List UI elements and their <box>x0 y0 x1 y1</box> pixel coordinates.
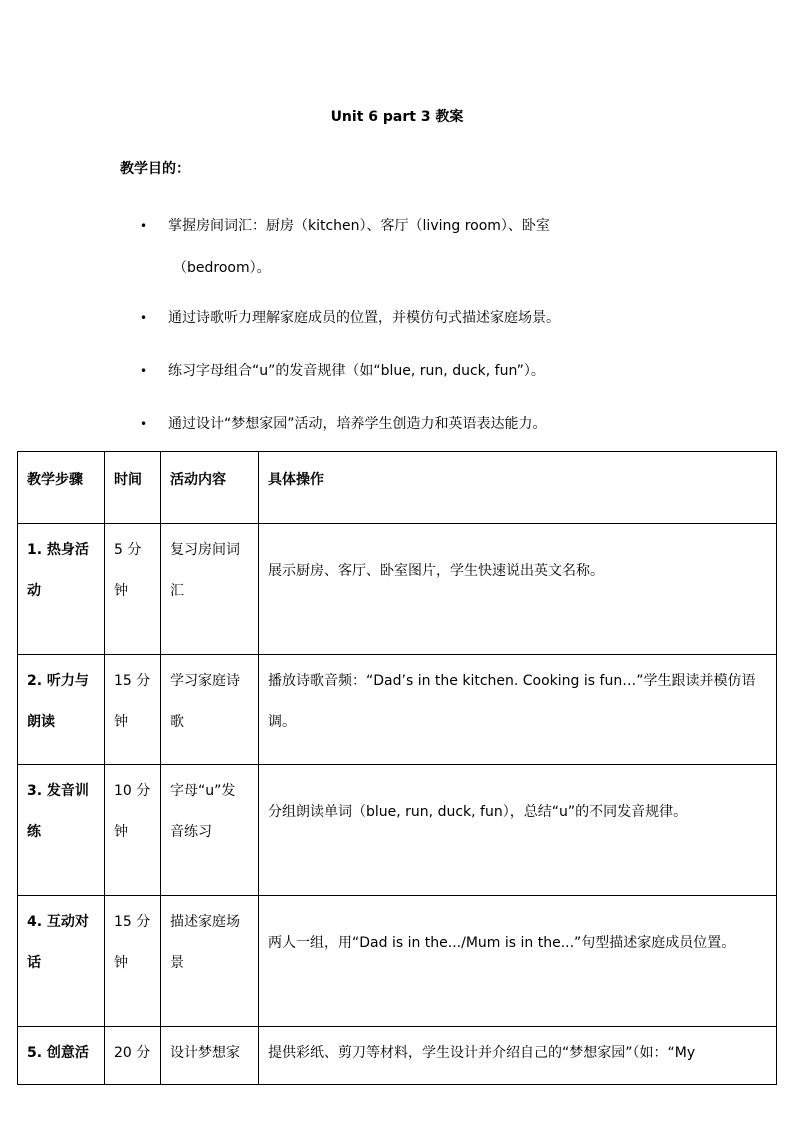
table-row <box>18 765 777 896</box>
cell-time: 15 分钟 <box>105 896 161 1027</box>
objective-item <box>140 403 770 445</box>
cell-activity: 学习家庭诗歌 <box>161 655 259 765</box>
cell-detail: 两人一组，用“Dad is in the.../Mum is in the...”句型描述家庭成员位置。 <box>259 896 777 1027</box>
objective-text: 通过诗歌听力理解家庭成员的位置，并模仿句式描述家庭场景。 <box>168 310 560 326</box>
cell-activity: 复习房间词汇 <box>161 524 259 655</box>
table-header-row <box>18 452 777 524</box>
cell-detail: 播放诗歌音频：“Dad’s in the kitchen. Cooking is fun…”学生跟读并模仿语调。 <box>259 655 777 765</box>
objective-item <box>140 350 770 392</box>
bullet-icon: • <box>140 364 148 378</box>
objective-text-continued: （bedroom）。 <box>173 260 271 276</box>
cell-time: 20 分 <box>105 1027 161 1085</box>
objectives-list <box>140 205 770 445</box>
cell-activity: 设计梦想家 <box>161 1027 259 1085</box>
table-row <box>18 655 777 765</box>
cell-step: 1. 热身活动 <box>18 524 105 655</box>
document-title: Unit 6 part 3 教案 <box>330 109 464 125</box>
cell-step: 2. 听力与朗读 <box>18 655 105 765</box>
bullet-icon: • <box>140 219 148 233</box>
cell-activity: 字母“u”发音练习 <box>161 765 259 896</box>
lesson-plan-table <box>17 451 777 1085</box>
cell-time: 15 分钟 <box>105 655 161 765</box>
cell-step: 4. 互动对话 <box>18 896 105 1027</box>
header-time: 时间 <box>105 452 161 524</box>
cell-activity: 描述家庭场景 <box>161 896 259 1027</box>
table-row <box>18 896 777 1027</box>
header-step: 教学步骤 <box>18 452 105 524</box>
objective-text: 练习字母组合“u”的发音规律（如“blue, run, duck, fun”）。 <box>168 363 545 379</box>
cell-step: 3. 发音训练 <box>18 765 105 896</box>
objectives-heading: 教学目的： <box>120 161 190 177</box>
bullet-icon: • <box>140 311 148 325</box>
cell-time: 10 分钟 <box>105 765 161 896</box>
header-detail: 具体操作 <box>259 452 777 524</box>
cell-time: 5 分钟 <box>105 524 161 655</box>
header-activity: 活动内容 <box>161 452 259 524</box>
cell-step: 5. 创意活 <box>18 1027 105 1085</box>
objective-text: 通过设计“梦想家园”活动，培养学生创造力和英语表达能力。 <box>168 416 547 432</box>
cell-detail: 提供彩纸、剪刀等材料，学生设计并介绍自己的“梦想家园”（如：“My <box>259 1027 777 1085</box>
table-row <box>18 524 777 655</box>
table-row <box>18 1027 777 1085</box>
cell-detail: 分组朗读单词（blue, run, duck, fun），总结“u”的不同发音规律。 <box>259 765 777 896</box>
objective-text: 掌握房间词汇：厨房（kitchen）、客厅（living room）、卧室 <box>168 218 550 234</box>
cell-detail: 展示厨房、客厅、卧室图片，学生快速说出英文名称。 <box>259 524 777 655</box>
objective-item <box>140 297 770 339</box>
bullet-icon: • <box>140 417 148 431</box>
objective-item <box>140 205 770 289</box>
